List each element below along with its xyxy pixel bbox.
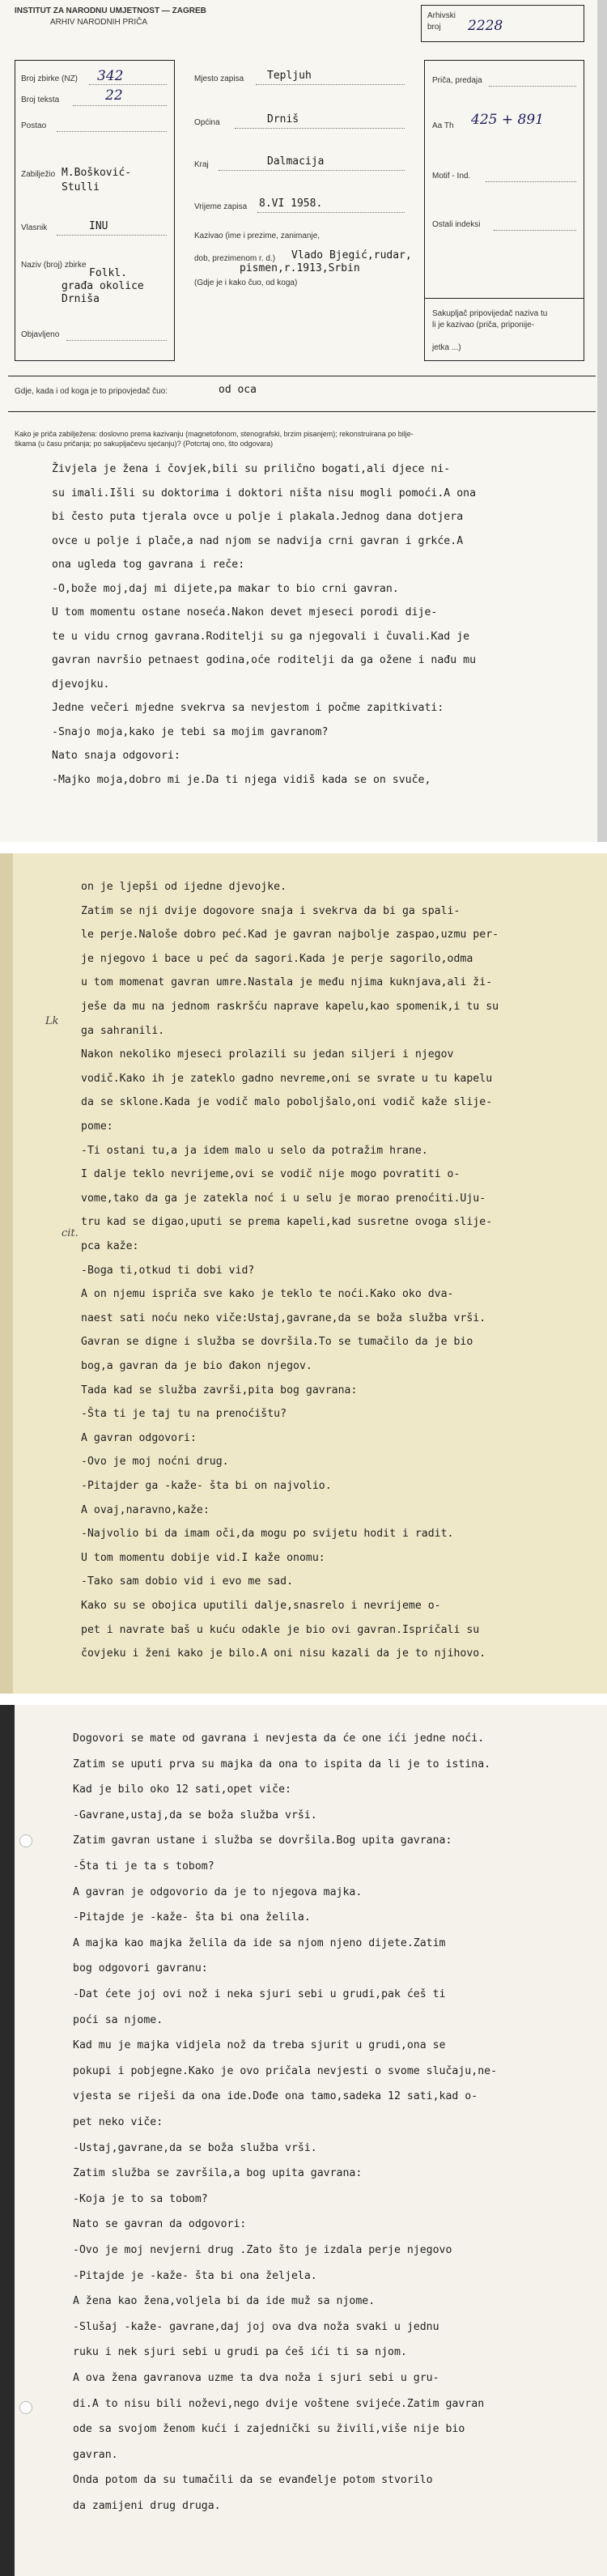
card-divider — [8, 411, 596, 412]
typed-line: Nakon nekoliko mjeseci prolazili su jedan siljeri i njegov — [81, 1048, 454, 1061]
punch-hole — [19, 1834, 32, 1847]
typed-line: U tom momentu ostane noseća.Nakon devet mjeseci porodi dije- — [52, 606, 438, 618]
narrator-label-2: dob, prezimenom r. d.) — [194, 254, 276, 263]
typed-line: -Koja je to sa tobom? — [73, 2192, 208, 2205]
text-number-value: 22 — [105, 87, 123, 104]
typed-line: -Ti ostani tu,a ja idem malo u selo da potražim hrane. — [81, 1144, 428, 1157]
page-gap — [0, 1694, 607, 1705]
typed-line: pome: — [81, 1120, 113, 1133]
typed-line: di.A to nisu bili noževi,nego dvije voštene svijeće.Zatim gavran — [73, 2397, 485, 2410]
institute-name: INSTITUT ZA NARODNU UMJETNOST — ZAGREB — [15, 6, 206, 15]
owner-label: Vlasnik — [21, 223, 48, 232]
typed-line: -Šta ti je ta s tobom? — [73, 1860, 214, 1872]
typed-line: A majka kao majka želila da ide sa njom njeno dijete.Zatim — [73, 1936, 446, 1949]
dotted-line — [66, 340, 167, 341]
typed-line: -Gavrane,ustaj,da se boža služba vrši. — [73, 1809, 317, 1821]
typed-line: -Snajo moja,kako je tebi sa mojim gavranom? — [52, 725, 329, 738]
typed-line: -Dat ćete joj ovi nož i neka sjuri sebi u grudi,pak ćeš ti — [73, 1988, 446, 2000]
typed-line: A ova žena gavranova uzme ta dva noža i sjuri sebi u gru- — [73, 2372, 439, 2384]
genre-note-3: jetka ...) — [432, 343, 461, 352]
municipality-label: Općina — [194, 118, 220, 127]
genre-note-1: Sakupljač pripovijedač naziva tu — [432, 309, 548, 318]
place-value: Tepljuh — [267, 70, 312, 82]
typed-line: da se sklone.Kada je vodič malo poboljšalo,oni vodič kaže slije- — [81, 1096, 493, 1109]
genre-note-2: li je kazivao (priča, priponije- — [432, 321, 535, 329]
dotted-line — [89, 84, 167, 85]
typed-line: su imali.Išli su doktorima i doktori ništa nisu mogli pomoći.A ona — [52, 487, 477, 499]
page-edge — [597, 0, 607, 842]
collection-number-label: Broj zbirke (NZ) — [21, 74, 79, 83]
typed-line: u tom momenat gavran umre.Nastala je među njima kuknjava,ali ži- — [81, 976, 493, 989]
typed-line: poći sa njome. — [73, 2013, 163, 2026]
typed-line: Kad mu je majka vidjela nož da treba sjurit u grudi,ona se — [73, 2039, 446, 2052]
published-label: Objavljeno — [21, 330, 60, 339]
archive-number-value: 2228 — [468, 18, 503, 34]
other-index-label: Ostali indeksi — [432, 220, 481, 229]
typed-line: Kako su se obojica uputili dalje,snasrelo i nevrijeme o- — [81, 1600, 441, 1612]
typed-line: ruku i nek sjuri sebi u grudi pa ćeš ići ti sa njom. — [73, 2346, 407, 2359]
collection-number-value: 342 — [97, 68, 124, 84]
text-number-label: Broj teksta — [21, 96, 60, 104]
typed-line: Zatim se nji dvije dogovore snaja i svekrva da bi ga spali- — [81, 904, 461, 917]
typed-line: -Pitajde je -kaže- šta bi ona željela. — [73, 2269, 317, 2282]
typed-line: ode sa svojom ženom kući i zajednički su živili,više nije bio — [73, 2423, 465, 2436]
typed-line: naest sati noću neko viče:Ustaj,gavrane,da se boža služba vrši. — [81, 1311, 486, 1324]
archive-broj-label: broj — [427, 23, 441, 32]
dotted-line — [489, 86, 576, 87]
tale-type-label: Priča, predaja — [432, 76, 482, 85]
punch-hole — [19, 2401, 32, 2414]
typed-line: -Pitajder ga -kaže- šta bi on najvolio. — [81, 1480, 332, 1492]
typed-line: Nato snaja odgovori: — [52, 750, 180, 762]
typed-line: -Šta ti je taj tu na prenoćištu? — [81, 1408, 287, 1421]
typed-line: Dogovori se mate od gavrana i nevjesta da će one ići jedne noći. — [73, 1732, 485, 1745]
typed-line: Nato se gavran da odgovori: — [73, 2218, 247, 2231]
typed-line: A ovaj,naravno,kaže: — [81, 1503, 210, 1516]
typed-line: pet i navrate baš u kuću odakle je bio ovi gavran.Ispričali su — [81, 1623, 480, 1636]
municipality-value: Drniš — [267, 113, 299, 125]
dotted-line — [235, 128, 405, 129]
typed-line: gavran navršio petnaest godina,oće roditelji da ga ožene i nađu mu — [52, 654, 477, 666]
postao-label: Postao — [21, 121, 47, 130]
typed-line: Kad je bilo oko 12 sati,opet viče: — [73, 1783, 291, 1796]
typed-line: vjesta se riješi da ona ide.Dođe ona tamo,sadeka 12 sati,kad o- — [73, 2090, 478, 2103]
typed-line: -Pitajde je -kaže- šta bi ona želila. — [73, 1911, 311, 1924]
typed-line: A gavran je odgovorio da je to njegova majka. — [73, 1885, 363, 1898]
region-value: Dalmacija — [267, 155, 325, 168]
typed-line: A gavran odgovori: — [81, 1431, 197, 1444]
page-edge — [0, 853, 13, 1694]
typed-line: Živjela je žena i čovjek,bili su prilično bogati,ali djece ni- — [52, 463, 451, 475]
typed-line: tru kad se digao,uputi se prema kapeli,kad susretne ovoga slije- — [81, 1216, 493, 1229]
typed-line: ješe da mu na jednom raskršću naprave kapelu,kao spomenik,i tu su — [81, 1001, 499, 1013]
owner-value: INU — [89, 220, 108, 232]
typed-line: da zamijeni drug druga. — [73, 2500, 221, 2512]
narrator-label: Kazivao (ime i prezime, zanimanje, — [194, 232, 320, 240]
typed-line: -Tako sam dobio vid i evo me sad. — [81, 1575, 294, 1588]
box-divider — [424, 298, 584, 299]
dotted-line — [219, 170, 405, 171]
typed-line: te u vidu crnog gavrana.Roditelji su ga njegovali i čuvali.Kad je — [52, 630, 470, 643]
region-label: Kraj — [194, 160, 209, 169]
typed-line: Zatim se uputi prva su majka da ona to ispita da li je to istina. — [73, 1758, 491, 1770]
typed-line: le perje.Naloše dobro peć.Kad je gavran najbolje zaspao,uzmu per- — [81, 929, 499, 942]
archive-name: ARHIV NARODNIH PRIČA — [50, 18, 148, 27]
narrator-value-1: Vlado Bjegić,rudar, — [291, 249, 412, 261]
typed-line: Onda potom da su tumačili da se evanđelje potom stvorilo — [73, 2474, 433, 2487]
aa-th-value: 425 + 891 — [471, 112, 544, 128]
recorder-value: M.Bošković- — [62, 167, 132, 179]
typed-line: Zatim gavran ustane i služba se dovršila.Bog upita gavrana: — [73, 1834, 452, 1847]
place-label: Mjesto zapisa — [194, 74, 244, 83]
typed-line: -Najvolio bi da imam oči,da mogu po svijetu hodit i radit. — [81, 1528, 454, 1541]
source-value: od oca — [219, 384, 257, 396]
typed-line: pet neko viče: — [73, 2116, 163, 2128]
motif-label: Motif - Ind. — [432, 172, 471, 181]
page-edge — [0, 1705, 15, 2576]
typed-line: bi često puta tjerala ovce u polje i plakala.Jednog dana dotjera — [52, 511, 464, 523]
dotted-line — [494, 230, 576, 231]
page-3 — [0, 1705, 607, 2576]
narrator-value-2: pismen,r.1913,Srbin — [240, 262, 360, 274]
typed-line: A žena kao žena,voljela bi da ide muž sa njome. — [73, 2295, 376, 2308]
page-1 — [0, 0, 607, 842]
typed-line: ga sahranili. — [81, 1024, 165, 1037]
margin-annotation: Lk — [45, 1015, 59, 1027]
typed-line: on je ljepši od ijedne djevojke. — [81, 881, 287, 893]
page-gap — [0, 842, 607, 853]
typed-line: ovce u polje i plače,a nad njom se nadvija crni gavran i grkće.A — [52, 534, 464, 547]
typed-line: Zatim služba se završila,a bog upita gavrana: — [73, 2167, 363, 2180]
collection-name-value-3: Drniša — [62, 293, 100, 305]
date-value: 8.VI 1958. — [259, 198, 323, 210]
narrator-label-3: (Gdje je i kako čuo, od koga) — [194, 278, 298, 287]
typed-line: vome,tako da ga je zatekla noć i u selu je morao prenoćiti.Uju- — [81, 1192, 486, 1205]
typed-line: je njegovo i bace u peć da sagori.Kada je perje sagorilo,odma — [81, 952, 473, 965]
collection-name-value-2: građa okolice — [62, 280, 144, 292]
typed-line: čovjeku i ženi kako je bilo.A oni nisu kazali da je to njihovo. — [81, 1647, 486, 1660]
typed-line: I dalje teklo nevrijeme,ovi se vodič nije mogo povratiti o- — [81, 1168, 461, 1181]
aa-th-label: Aa Th — [432, 121, 454, 130]
source-label: Gdje, kada i od koga je to pripovjedač čuo: — [15, 387, 168, 396]
typed-line: Jedne večeri mjedne svekrva sa nevjestom i počme zapitkivati: — [52, 702, 444, 714]
typed-line: -Ustaj,gavrane,da se boža služba vrši. — [73, 2141, 317, 2154]
dotted-line — [57, 131, 167, 132]
collection-name-label: Naziv (broj) zbirke — [21, 261, 87, 270]
typed-line: bog,a gavran da je bio đakon njegov. — [81, 1360, 312, 1372]
typed-line: A on njemu ispriča sve kako je teklo te noći.Kako oko dva- — [81, 1288, 454, 1301]
typed-line: Tada kad se služba završi,pita bog gavrana: — [81, 1384, 358, 1396]
typed-line: U tom momentu dobije vid.I kaže onomu: — [81, 1551, 325, 1564]
recorder-label: Zabilježio — [21, 170, 56, 179]
typed-line: gavran. — [73, 2448, 118, 2461]
typed-line: -Ovo je moj noćni drug. — [81, 1456, 229, 1469]
dotted-line — [256, 84, 405, 85]
recording-method-note: Kako je priča zabilježena: doslovno prema kazivanju (magnetofonom, stenografski, brzim pisanjem); rekonstruirana po bilje- — [15, 430, 414, 438]
typed-line: ona ugleda tog gavrana i reče: — [52, 559, 245, 571]
dotted-line — [73, 105, 167, 106]
typed-line: vodič.Kako ih je zateklo gadno nevreme,oni se svrate u tu kapelu — [81, 1072, 493, 1085]
typed-line: -O,bože moj,daj mi dijete,pa makar to bio crni gavran. — [52, 582, 399, 595]
dotted-line — [57, 235, 167, 236]
dotted-line — [257, 212, 405, 213]
typed-line: bog odgovori gavranu: — [73, 1962, 208, 1975]
date-label: Vrijeme zapisa — [194, 202, 248, 211]
typed-line: -Majko moja,dobro mi je.Da ti njega vidiš kada se on svuče, — [52, 773, 431, 786]
typed-line: djevojku. — [52, 678, 110, 691]
dotted-line — [486, 181, 576, 182]
page-2 — [0, 853, 607, 1694]
collection-name-value-1: Folkl. — [89, 267, 127, 279]
typed-line: pokupi i pobjegne.Kako je ovo pričala nevjesti o svome slučaju,ne- — [73, 2064, 498, 2077]
margin-annotation: cit. — [62, 1227, 79, 1239]
typed-line: -Boga ti,otkud ti dobi vid? — [81, 1264, 255, 1277]
archive-number-label: Arhivski — [427, 11, 456, 20]
typed-line: pca kaže: — [81, 1240, 139, 1252]
typed-line: -Ovo je moj nevjerni drug .Zato što je izdala perje njegovo — [73, 2244, 452, 2256]
recording-method-note-2: škama (u času pričanja; po sakupljačevu sjećanju)? (Potcrtaj ono, što odgovara) — [15, 440, 274, 448]
typed-line: Gavran se digne i služba se dovršila.To se tumačilo da je bio — [81, 1336, 473, 1349]
recorder-value-2: Stulli — [62, 181, 100, 193]
typed-line: -Slušaj -kaže- gavrane,daj joj ova dva noža svaki u jednu — [73, 2320, 439, 2333]
